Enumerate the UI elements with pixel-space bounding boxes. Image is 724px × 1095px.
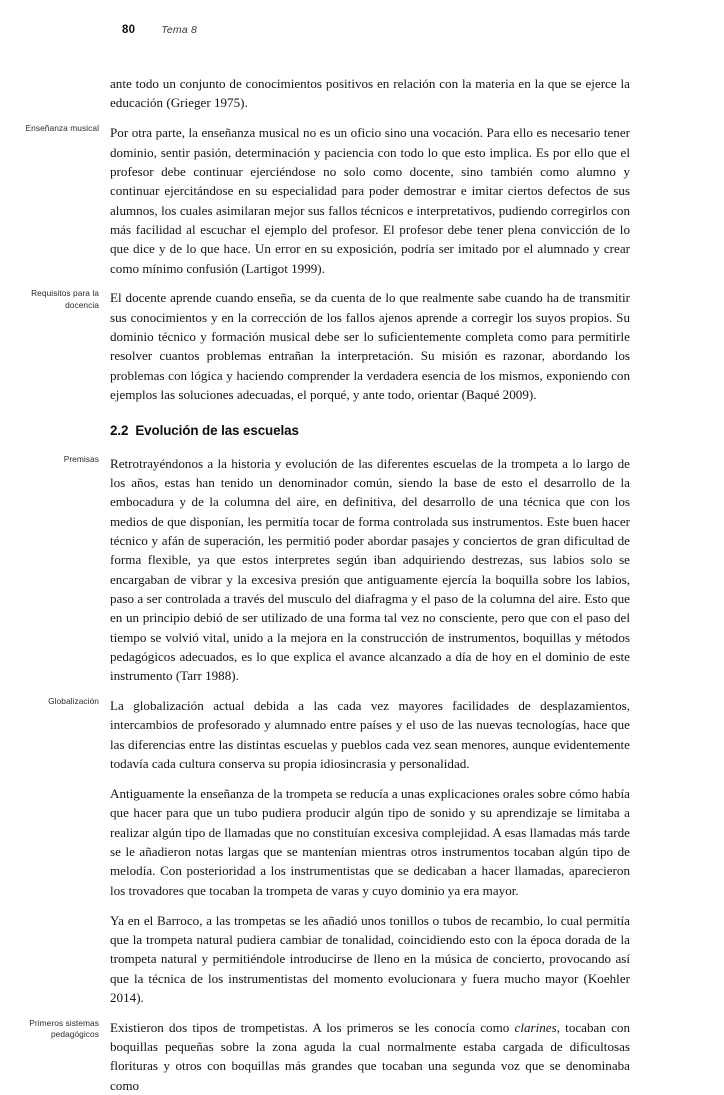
- text-block: [0, 696, 724, 1018]
- paragraph: Antiguamente la enseñanza de la trompeta se reducía a unas explicaciones orales sobre cómo había que hacer para que un tubo pudiera producir algún tipo de sonido y su aprendizaje se limitaba a realizar algún tipo de llamadas que no constituían excesiva complejidad. A esas llamadas más tarde se le añadieron notas largas que se mantenían mientras otros instrumentos tocaban algún tipo de melodía. Con posterioridad a los instrumentistas que se dedicaban a hacer llamadas, aparecieron los trovadores que tocaban la trompeta de varas y cuyo dominio ya era mayor.: [110, 786, 630, 898]
- body-column: [110, 454, 724, 697]
- body-column: [110, 696, 724, 1018]
- text-block: [0, 454, 724, 697]
- paragraph: Por otra parte, la enseñanza musical no es un oficio sino una vocación. Para ello es necesario tener dominio, sentir pasión, determinación y paciencia con todo lo que esto implica. Es por ello que el profesor debe continuar ejerciéndose no solo como docente, sino también como alumno y continuar ejercitándose en su especialidad para poder demostrar e imitar ciertos defectos de sus alumnos, los cuales asimilaran mejor sus fallos técnicos e interpretativos, pudiendo corregirlos con más facilidad al escuchar el ejemplo del profesor. El profesor debe tener plena convicción de lo que dice y de lo que hace. Un error en su exposición, podría ser imitado por el alumnado y crear como mínimo confusión (Lartigot 1999).: [110, 125, 630, 276]
- paragraph: Ya en el Barroco, a las trompetas se les añadió unos tonillos o tubos de recambio, lo cual permitía que la trompeta natural pudiera cambiar de tonalidad, coincidiendo esto con la época dorada de la trompeta natural y permitiéndole introducirse de lleno en la música de concierto, provocando así que la técnica de los instrumentistas del momento evolucionara y fuera mucho mayor (Koehler 2014).: [110, 912, 630, 1005]
- paragraph-run-italic: clarines: [514, 1019, 557, 1035]
- margin-note: Globalización: [48, 696, 99, 707]
- body-column: [110, 1018, 724, 1095]
- body-column: [110, 422, 724, 440]
- section-title: Evolución de las escuelas: [135, 422, 299, 438]
- paragraph-run-post: , tocaban con boquillas pequeñas sobre la zona aguda la cual normalmente estaba cargada de dificultosas florituras y otros con boquillas más grandes que tocaban una segunda voz que se denominaba como: [110, 1019, 630, 1093]
- margin-note: Enseñanza musical: [25, 123, 99, 134]
- margin-note: Primeros sistemas pedagógicos: [29, 1017, 99, 1040]
- chapter-label: Tema 8: [161, 24, 198, 36]
- body-column: [110, 288, 724, 404]
- paragraph: El docente aprende cuando enseña, se da cuenta de lo que realmente sabe cuando ha de transmitir sus conocimientos y en la corrección de los fallos ajenos aprende a corregir los suyos propios. Su dominio técnico y formación musical debe ser lo suficientemente completa como para permitirle resolver cuantos problemas entrañan la interpretación. Su misión es razonar, abordando los problemas con lógica y haciendo comprender la verdadera esencia de los mismos, exponiendo con ejemplos las soluciones adecuadas, el porqué, y ante todo, orientar (Baqué 2009).: [110, 290, 630, 403]
- page-content: [0, 74, 724, 1095]
- page-number: 80: [122, 24, 136, 36]
- running-head: [122, 24, 197, 36]
- section-number: 2.2: [110, 422, 129, 438]
- body-column: [110, 123, 724, 288]
- paragraph: Retrotrayéndonos a la historia y evolución de las diferentes escuelas de la trompeta a lo largo de los años, estas han tenido un denominador común, siendo la base de esto el desarrollo de la embocadura y de la columna del aire, en definitiva, del desarrollo de una técnica que con los medios de que disponían, les permitía tocar de forma controlada sus instrumentos. Este buen hacer técnico y afán de superación, les permitió poder abordar pasajes y conciertos de gran dificultad de forma flexible, ya que estos interpretes según iban adquiriendo destrezas, sus labios solo se encargaban de vibrar y la excesiva presión que antiguamente ejercía la boquilla sobre los labios, paso a ser controlada a través del musculo del diafragma y el paso de la columna del aire. Esto que en un principio debió de ser utilizado de una forma tal vez no consciente, pero que con el paso del tiempo se volvió vital, unido a la mejora en la construcción de instrumentos, boquillas y métodos pedagógicos adecuados, es lo que explica el avance alcanzado a día de hoy en el dominio de este instrumento (Tarr 1988).: [110, 455, 630, 684]
- page-title: [110, 422, 630, 440]
- paragraph: [110, 1018, 630, 1095]
- text-block: [0, 288, 724, 404]
- paragraph: La globalización actual debida a las cada vez mayores facilidades de desplazamientos, intercambios de profesorado y alumnado entre países y el uso de las nuevas tecnologías, hace que las diferencias entre las distintas escuelas y pueblos cada vez sean menores, aunque evidentemente todavía cada cultura conserva su propia idiosincrasia y personalidad.: [110, 698, 630, 772]
- paragraph-run-pre: Existieron dos tipos de trompetistas. A los primeros se les conocía como: [110, 1019, 515, 1035]
- margin-note: Premisas: [63, 453, 99, 464]
- section-heading-block: [0, 422, 724, 440]
- text-block: [0, 74, 724, 123]
- text-block: [0, 123, 724, 288]
- body-column: [110, 74, 724, 123]
- text-block: [0, 1018, 724, 1095]
- paragraph: ante todo un conjunto de conocimientos positivos en relación con la materia en la que se ejerce la educación (Grieger 1975).: [110, 76, 630, 111]
- margin-note: Requisitos para la docencia: [31, 288, 99, 311]
